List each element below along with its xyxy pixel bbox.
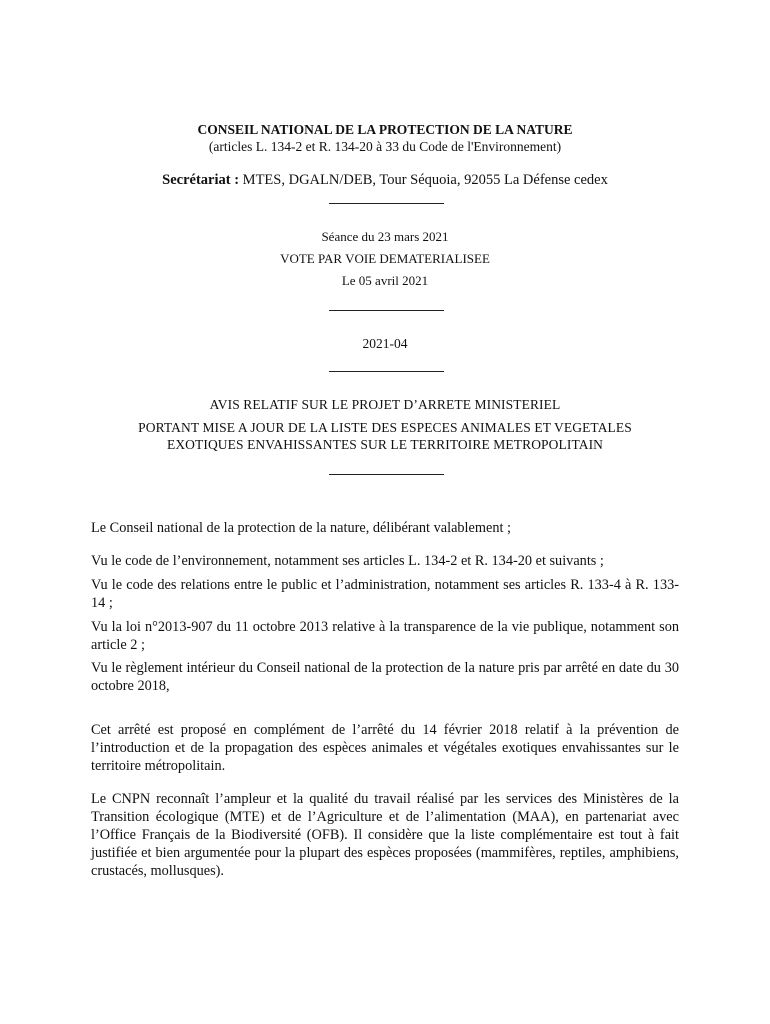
secretariat-line — [0, 172, 770, 189]
paragraph-preamble: Le Conseil national de la protection de la nature, délibérant valablement ; — [91, 520, 512, 536]
avis-title-line-1: AVIS RELATIF SUR LE PROJET D’ARRETE MINISTERIEL — [209, 397, 561, 412]
paragraph-arrete-complement: Cet arrêté est proposé en complément de l’arrêté du 14 février 2018 relatif à la prévention de l’introduction et de la propagation des espèces animales et végétales exotiques envahissantes sur le territoire métropolitain. — [91, 722, 679, 774]
separator-rule-2 — [329, 310, 444, 311]
seance-date: Séance du 23 mars 2021 — [321, 229, 449, 244]
vote-date: Le 05 avril 2021 — [341, 273, 429, 288]
paragraph-vu-code-environnement: Vu le code de l’environnement, notamment ses articles L. 134-2 et R. 134-20 et suivants ; — [91, 553, 604, 569]
reference-number: 2021-04 — [362, 336, 408, 351]
separator-rule-3 — [329, 371, 444, 372]
vote-mode: VOTE PAR VOIE DEMATERIALISEE — [280, 251, 490, 266]
secretariat-label: Secrétariat : — [162, 172, 240, 188]
paragraph-vu-reglement: Vu le règlement intérieur du Conseil national de la protection de la nature pris par arrêté en date du 30 octobre 2018, — [91, 660, 679, 694]
paragraph-vu-loi: Vu la loi n°2013-907 du 11 octobre 2013 relative à la transparence de la vie publique, notamment son article 2 ; — [91, 619, 679, 653]
council-title: CONSEIL NATIONAL DE LA PROTECTION DE LA NATURE — [197, 122, 573, 137]
avis-title-line-3: EXOTIQUES ENVAHISSANTES SUR LE TERRITOIRE METROPOLITAIN — [166, 437, 604, 452]
council-subtitle: (articles L. 134-2 et R. 134-20 à 33 du Code de l'Environnement) — [208, 139, 562, 154]
secretariat-address: MTES, DGALN/DEB, Tour Séquoia, 92055 La Défense cedex — [239, 172, 608, 188]
avis-title-line-2: PORTANT MISE A JOUR DE LA LISTE DES ESPECES ANIMALES ET VEGETALES — [138, 420, 632, 435]
paragraph-vu-code-relations: Vu le code des relations entre le public et l’administration, notamment ses articles R. 133-4 à R. 133-14 ; — [91, 577, 679, 611]
paragraph-cnpn-reconnait: Le CNPN reconnaît l’ampleur et la qualité du travail réalisé par les services des Ministères de la Transition écologique (MTE) et de l’Agriculture et de l’alimentation (MAA), en partenariat avec l’Office Français de la Biodiversité (OFB). Il considère que la liste complémentaire est tout à fait justifiée et bien argumentée pour la plupart des espèces proposées (mammifères, reptiles, amphibiens, crustacés, mollusques). — [91, 791, 679, 879]
separator-rule-4 — [329, 474, 444, 475]
separator-rule-1 — [329, 203, 444, 204]
